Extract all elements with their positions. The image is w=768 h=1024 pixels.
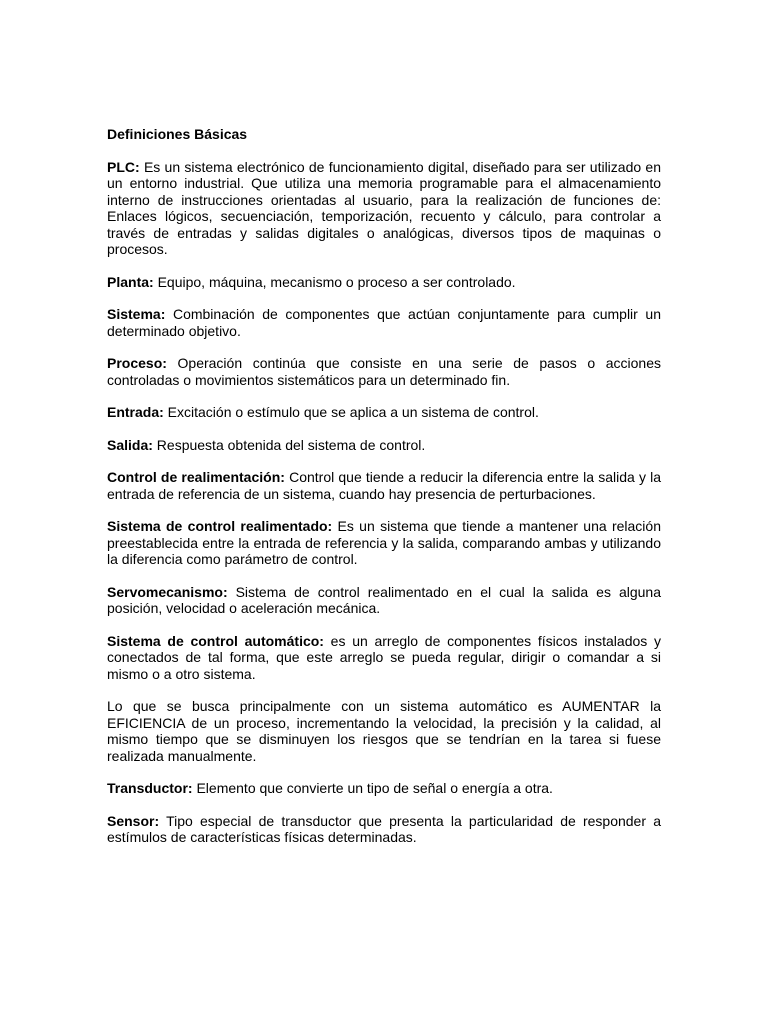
definition-text: Es un sistema que tiende a mantener una relación preestablecida entre la entrada de referencia y la salida, comparando ambas y utilizando la diferencia como parámetro de control. xyxy=(107,518,661,567)
definition-text: Control que tiende a reducir la diferencia entre la salida y la entrada de referencia de un sistema, cuando hay presencia de perturbaciones. xyxy=(107,469,662,502)
document-title: Definiciones Básicas xyxy=(107,126,248,142)
definition-text: Es un sistema electrónico de funcionamiento digital, diseñado para ser utilizado en un entorno industrial. Que utiliza una memoria programable para el almacenamiento interno de instrucciones orientadas al usuario, para la realización de funciones de: Enlaces lógicos, secuenciación, temporización, recuento y cálculo, para controlar a través de entradas y salidas digitales o analógicas, diversos tipos de maquinas o procesos. xyxy=(107,158,661,257)
definition-plc xyxy=(107,159,661,258)
definition-planta xyxy=(107,274,661,291)
definition-text: es un arreglo de componentes físicos instalados y conectados de tal forma, que este arreglo se pueda regular, dirigir o comandar a si mismo o a otro sistema. xyxy=(107,632,661,682)
definition-sistema xyxy=(107,306,661,339)
definition-term: Sensor: xyxy=(107,812,160,829)
definition-term: Sistema de control realimentado: xyxy=(107,518,333,534)
definition-sensor xyxy=(107,813,661,846)
document-page xyxy=(107,126,661,862)
definition-salida xyxy=(107,437,661,454)
definition-text: Operación continúa que consiste en una serie de pasos o acciones controladas o movimientos sistemáticos para un determinado fin. xyxy=(107,355,661,388)
definition-term: PLC: xyxy=(107,158,140,175)
definition-transductor xyxy=(107,780,661,797)
definition-term: Servomecanismo: xyxy=(107,583,228,600)
definition-term: Control de realimentación: xyxy=(107,469,285,485)
definition-text: Equipo, máquina, mecanismo o proceso a ser controlado. xyxy=(153,273,516,290)
definition-text: Elemento que convierte un tipo de señal o energía a otra. xyxy=(192,780,553,796)
definition-text: Combinación de componentes que actúan conjuntamente para cumplir un determinado objetivo. xyxy=(107,306,661,339)
definition-text: Excitación o estímulo que se aplica a un sistema de control. xyxy=(163,404,539,420)
definition-sistema-de-control-automatico xyxy=(107,633,661,683)
definition-term: Salida: xyxy=(107,436,153,453)
definition-text: Sistema de control realimentado en el cual la salida es alguna posición, velocidad o aceleración mecánica. xyxy=(107,583,661,616)
definition-term: Transductor: xyxy=(107,780,193,796)
definition-entrada xyxy=(107,404,661,421)
definition-proceso xyxy=(107,355,661,388)
definition-term: Entrada: xyxy=(107,404,164,420)
definition-term: Planta: xyxy=(107,273,154,290)
definition-term: Proceso: xyxy=(107,355,167,371)
definition-sistema-de-control-realimentado xyxy=(107,518,661,568)
definition-term: Sistema: xyxy=(107,306,166,322)
definition-control-de-realimentacion xyxy=(107,469,661,502)
definition-text: Tipo especial de transductor que presenta la particularidad de responder a estímulos de características físicas determinadas. xyxy=(107,812,661,845)
definition-text: Respuesta obtenida del sistema de control. xyxy=(152,436,426,453)
definition-servomecanismo xyxy=(107,584,661,617)
definition-term: Sistema de control automático: xyxy=(107,632,324,649)
automation-note-paragraph: Lo que se busca principalmente con un sistema automático es AUMENTAR la EFICIENCIA de un proceso, incrementando la velocidad, la precisión y la calidad, al mismo tiempo que se disminuyen los riesgos que se tendrían en la tarea si fuese realizada manualmente. xyxy=(107,698,661,764)
